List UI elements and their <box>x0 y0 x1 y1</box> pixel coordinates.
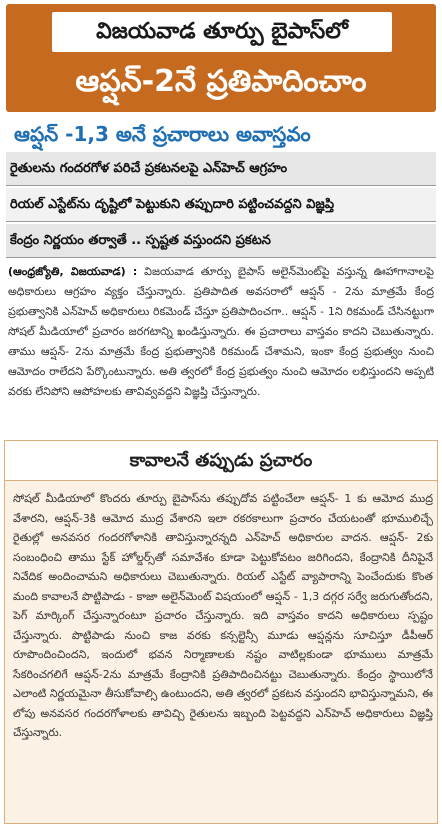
deck-line-2: రియల్‌ ఎస్టేట్‌ను దృష్టిలో పెట్టుకుని తప్పుదారి పట్టించవద్దని విజ్ఞప్తి <box>6 188 436 222</box>
deck-line-3: కేంద్రం నిర్ణయం తర్వాతే .. స్పష్టత వస్తుందని ప్రకటన <box>6 224 436 258</box>
main-headline: ఆప్షన్‌-2నే ప్రతిపాదించాం <box>75 64 367 99</box>
deck-line-1: రైతులను గందరగోళ పరిచే ప్రకటనలపై ఎన్‌హెచ్‌ ఆగ్రహం <box>6 152 436 186</box>
dateline: (ఆంధ్రజ్యోతి, విజయవాడ) : <box>8 265 138 278</box>
subheadline: ఆప్షన్‌ -1,3 అనే ప్రచారాలు అవాస్తవం <box>14 122 311 146</box>
article-lead: విజయవాడ తూర్పు బైపాస్‌ అలైన్‌మెంట్‌పై వస్తున్న ఊహాగానాలపై అధికారులు ఆగ్రహం వ్యక్తం చేస్తున్నారు. ప్రతిపాదిత అవసరాలో ఆప్షన్‌ - 2ను మాత్రమే కేంద్ర ప్రభుత్వానికి ఎన్‌హెచ్‌ అధికారులు రికమెండ్‌ చేస్తూ ప్రతిపాదించగా.. ఆప్షన్‌ - 1ని రికమండ్‌ చేసినట్టుగా సోషల్‌ మీడియాలో ప్రచారం జరగటాన్ని ఖండిస్తున్నారు. ఈ ప్రచారాలు వాస్తవం కాదని చెబుతున్నారు. తాము ఆప్షన్‌- 2ను మాత్రమే కేంద్ర ప్రభుత్వానికి రికమండ్‌ చేశామని, ఇంకా కేంద్ర ప్రభుత్వం నుంచి ఆమోదం రాలేదని పేర్కొంటున్నారు. అతి త్వరలో కేంద్ర ప్రభుత్వం నుంచి ఆమోదం లభిస్తుందని అప్పటి వరకు లేనిపోని ఆపోహలకు తావివ్వవద్దని విజ్ఞప్తి చేస్తున్నారు. <box>8 265 434 398</box>
sidebar-box <box>4 440 438 824</box>
headline-banner <box>6 4 436 112</box>
kicker-label: విజయవాడ తూర్పు బైపాస్‌లో <box>52 12 392 52</box>
sidebar-body: సోషల్‌ మీడియాలో కొందరు తూర్పు బైపాస్‌ను తప్పుదోవ పట్టించేలా ఆప్షన్‌- 1 కు ఆమోద ముద్ర వేశారని, ఆప్షన్‌-3కి ఆమోద ముద్ర వేశారని ఇలా రకరకాలుగా ప్రచారం చేయటంతో భూములిచ్చే రైతుల్లో అనవసర గందరగోళానికి తావిస్తున్నారన్నది ఎన్‌హెచ్‌ అధికారుల వాదన. ఆప్షన్‌- 2కు సంబంధించి తాము స్టేక్‌ హోల్డర్స్‌తో సమావేశం కూడా పెట్టుకోవటం జరిగిందని, కేంద్రానికి దీనిపైనే నివేదిక అందించామని అధికారులు చెబుతున్నారు. రియల్‌ ఎస్టేట్‌ వ్యాపారాన్ని పెంచేందుకు కొంత మంది కావాలనే పొట్టిపాడు - కాజా అలైన్‌మెంట్‌ విషయంలో ఆప్షన్‌ - 1,3 దగ్గర సర్వే జరుగుతోందని, పెగ్‌ మార్కింగ్‌ చేస్తున్నారంటూ ప్రచారం చేస్తున్నారు. ఇది వాస్తవం కాదని అధికారులు స్పష్టం చేస్తున్నారు. పొట్టిపాడు నుంచి కాజ వరకు కన్సల్టెన్సీ మూడు ఆప్షన్లను సూచిస్తూ డీపీఆర్‌ రూపొందించిందని, ఇందులో భవన నిర్మాణాలకు నష్టం వాటిల్లకుండా భూములు మాత్రమే సేకరించగలిగే ఆప్షన్‌-2ను మాత్రమే కేంద్రానికి ప్రతిపాదించినట్టు చెబుతున్నారు. కేంద్రం స్థాయిలోనే ఎలాంటి నిర్ణయమైనా తీసుకోవాల్సి ఉంటుందని, అతి త్వరలో ప్రకటన వస్తుందని భావిస్తున్నామని, ఈ లోపు అనవసర గందరగోళాలకు తావిచ్చి రైతులను ఇబ్బంది పెట్టవద్దని ఎన్‌హెచ్‌ అధికారులు విజ్ఞప్తి చేస్తున్నారు. <box>13 492 433 739</box>
sidebar-title: కావాలనే తప్పుడు ప్రచారం <box>5 441 437 481</box>
article-body <box>8 262 434 402</box>
